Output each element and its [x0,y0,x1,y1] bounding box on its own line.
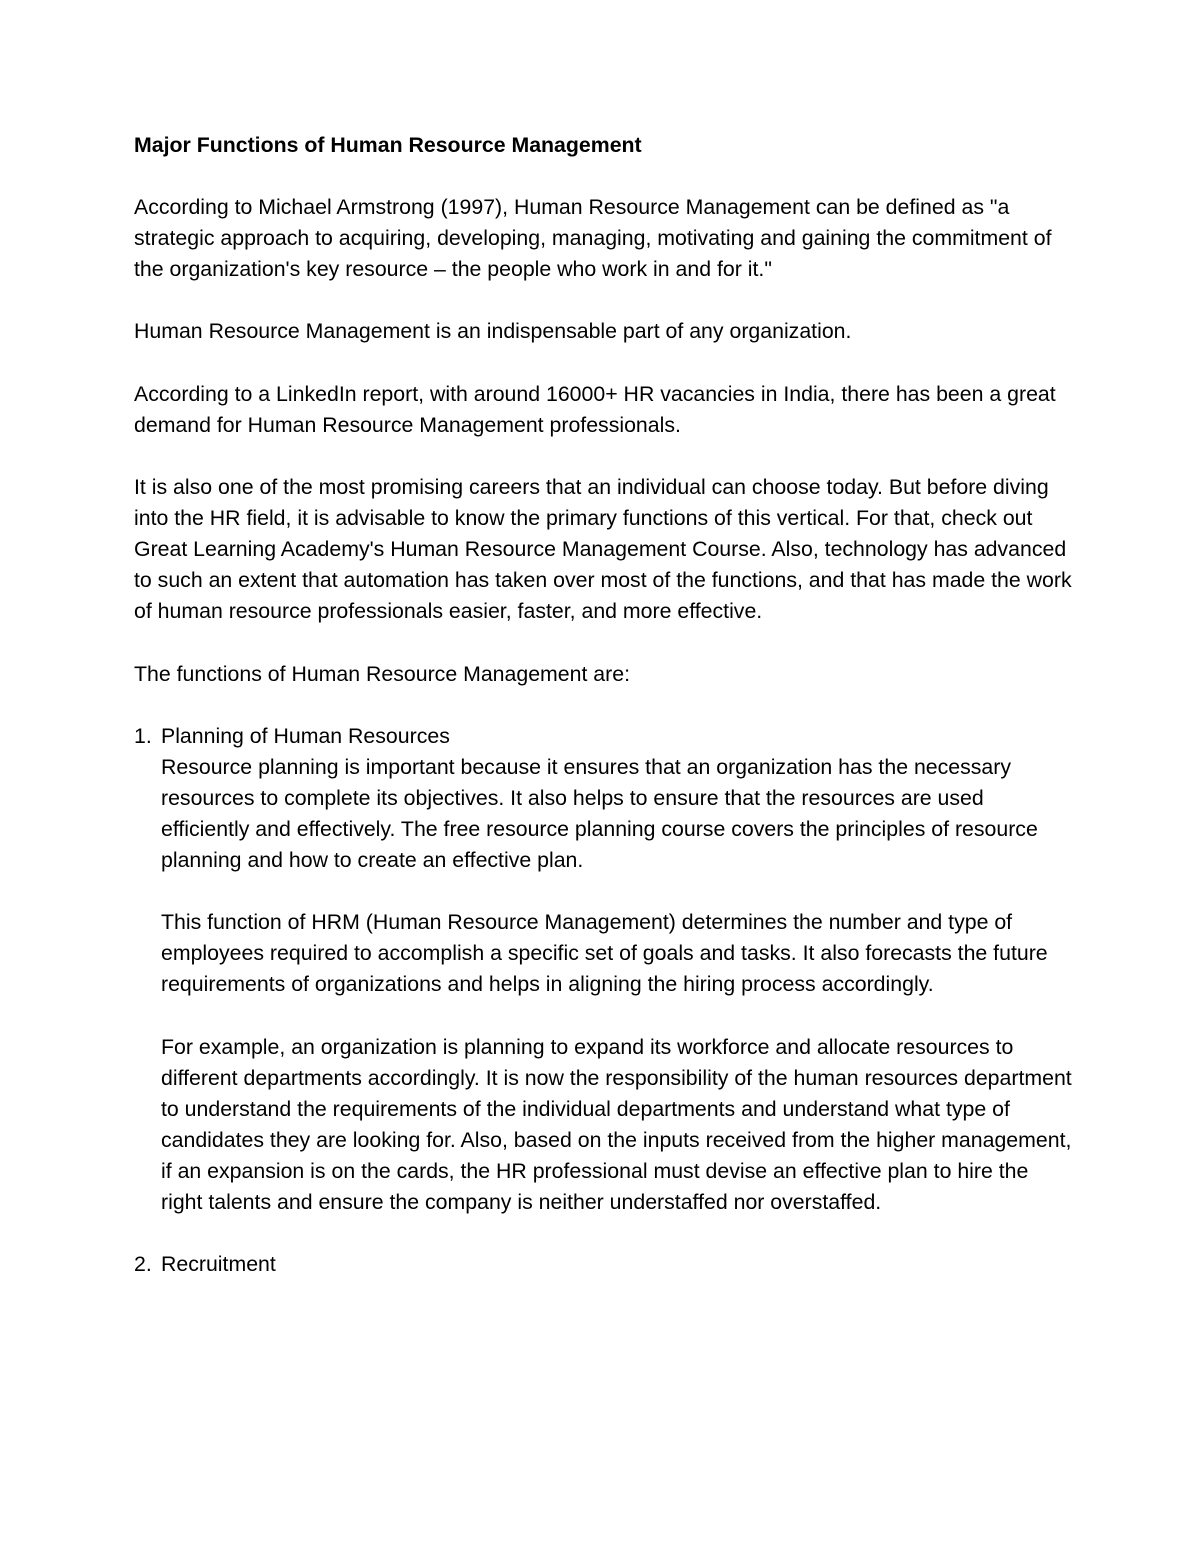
intro-paragraph-linkedin: According to a LinkedIn report, with around 16000+ HR vacancies in India, there has been a great demand for Human Resource Management professionals. [134,381,1056,437]
functions-list [134,721,1074,1281]
function-heading: Recruitment [161,1252,276,1277]
function-item-recruitment [134,1249,1074,1280]
intro-paragraph-importance: Human Resource Management is an indispensable part of any organization. [134,319,852,344]
function-item-planning [134,721,1074,1219]
functions-intro: The functions of Human Resource Management are: [134,661,631,686]
intro-paragraph-careers: It is also one of the most promising careers that an individual can choose today. But before diving into the HR field, it is advisable to know the primary functions of this vertical. For that, check out Great Learning Academy's Human Resource Management Course. Also, technology has advanced to such an extent that automation has taken over most of the functions, and that has made the work of human resource professionals easier, faster, and more effective. [134,474,1072,624]
function-heading-row [134,721,1074,752]
function-body [161,752,1074,1218]
function-paragraph: For example, an organization is planning to expand its workforce and allocate resources to different departments accordingly. It is now the responsibility of the human resources department to understand the requirements of the individual departments and understand what type of candidates they are looking for. Also, based on the inputs received from the higher management, if an expansion is on the cards, the HR professional must devise an effective plan to hire the right talents and ensure the company is neither understaffed nor overstaffed. [161,1034,1072,1215]
function-number: 1. [134,723,152,748]
document-page [134,130,1074,1311]
function-number: 2. [134,1252,152,1277]
intro-paragraph-definition: According to Michael Armstrong (1997), Human Resource Management can be defined as "a strategic approach to acquiring, developing, managing, motivating and gaining the commitment of the organization's key resource – the people who work in and for it." [134,195,1052,282]
document-title: Major Functions of Human Resource Management [134,133,642,157]
function-heading-row [134,1249,1074,1280]
function-paragraph: Resource planning is important because it ensures that an organization has the necessary resources to complete its objectives. It also helps to ensure that the resources are used efficiently and effectively. The free resource planning course covers the principles of resource planning and how to create an effective plan. [161,754,1038,873]
function-paragraph: This function of HRM (Human Resource Management) determines the number and type of employees required to accomplish a specific set of goals and tasks. It also forecasts the future requirements of organizations and helps in aligning the hiring process accordingly. [161,910,1048,997]
function-heading: Planning of Human Resources [161,723,450,748]
